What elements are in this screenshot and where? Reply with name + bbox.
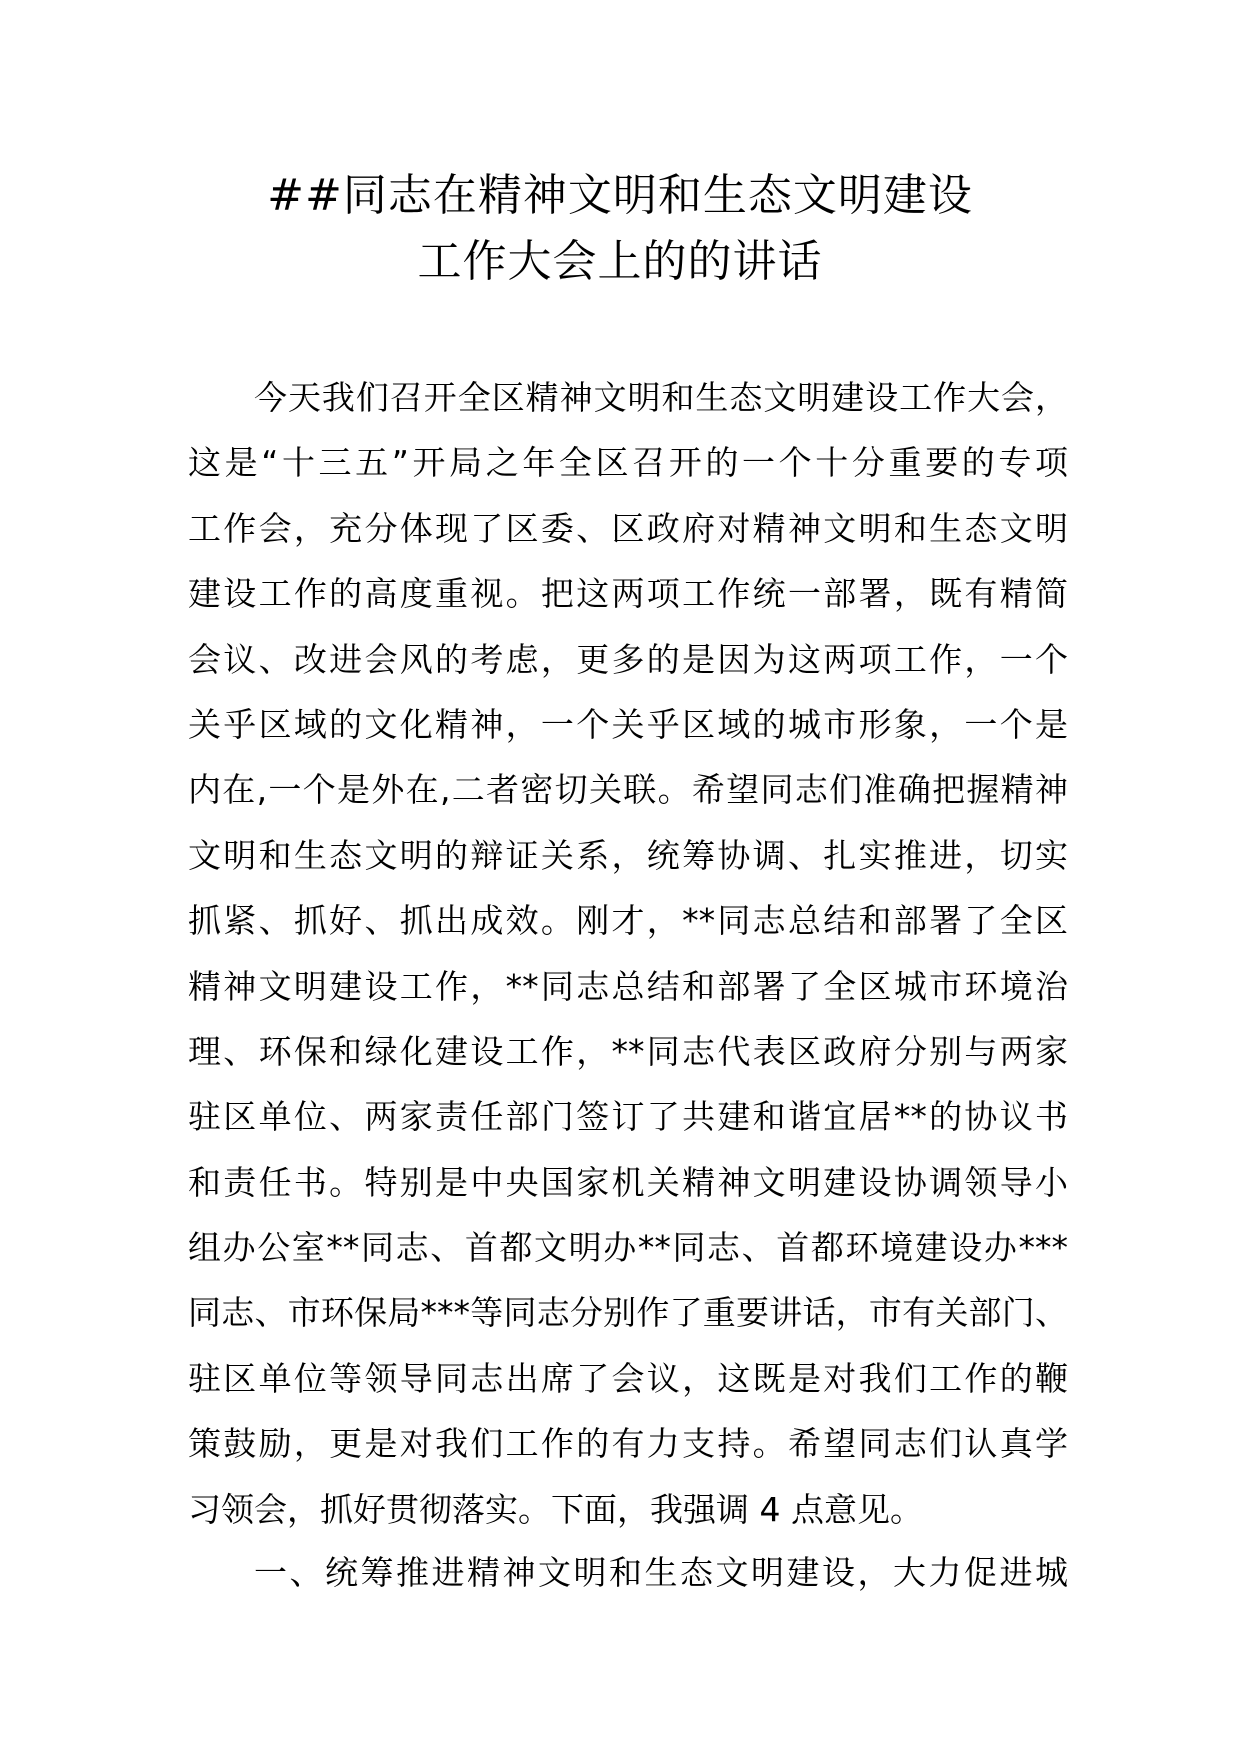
paragraph-line-9: 抓紧、抓好、抓出成效。刚才，**同志总结和部署了全区 xyxy=(188,901,1068,941)
paragraph-line-11: 理、环保和绿化建设工作，**同志代表区政府分别与两家 xyxy=(188,1031,1068,1071)
document-title-line-1: ##同志在精神文明和生态文明建设 xyxy=(267,170,973,221)
paragraph-line-3: 工作会，充分体现了区委、区政府对精神文明和生态文明 xyxy=(188,508,1068,548)
paragraph-line-16: 驻区单位等领导同志出席了会议，这既是对我们工作的鞭 xyxy=(188,1358,1068,1398)
paragraph-line-13: 和责任书。特别是中央国家机关精神文明建设协调领导小 xyxy=(188,1162,1068,1202)
paragraph-line-17: 策鼓励，更是对我们工作的有力支持。希望同志们认真学 xyxy=(188,1424,1068,1464)
section-heading: 一、统筹推进精神文明和生态文明建设，大力促进城 xyxy=(254,1553,1068,1592)
paragraph-line-2: 这是“十三五”开局之年全区召开的一个十分重要的专项 xyxy=(188,443,1068,483)
paragraph-line-14: 组办公室**同志、首都文明办**同志、首都环境建设办*** xyxy=(188,1228,1068,1268)
paragraph-line-1: 今天我们召开全区精神文明和生态文明建设工作大会， xyxy=(254,378,1068,417)
paragraph-line-15: 同志、市环保局***等同志分别作了重要讲话，市有关部门、 xyxy=(188,1293,1068,1333)
paragraph-line-5: 会议、改进会风的考虑，更多的是因为这两项工作，一个 xyxy=(188,639,1068,679)
body-paragraph xyxy=(188,365,1068,1542)
paragraph-line-10: 精神文明建设工作，**同志总结和部署了全区城市环境治 xyxy=(188,966,1068,1006)
paragraph-line-7: 内在,一个是外在,二者密切关联。希望同志们准确把握精神 xyxy=(188,770,1068,810)
paragraph-line-8: 文明和生态文明的辩证关系，统筹协调、扎实推进，切实 xyxy=(188,835,1068,875)
paragraph-line-18: 习领会，抓好贯彻落实。下面，我强调 4 点意见。 xyxy=(188,1489,923,1529)
document-title-line-2: 工作大会上的的讲话 xyxy=(417,236,823,287)
paragraph-line-12: 驻区单位、两家责任部门签订了共建和谐宜居**的协议书 xyxy=(188,1097,1068,1137)
paragraph-line-6: 关乎区域的文化精神，一个关乎区域的城市形象，一个是 xyxy=(188,704,1068,744)
paragraph-line-4: 建设工作的高度重视。把这两项工作统一部署，既有精简 xyxy=(188,574,1068,614)
